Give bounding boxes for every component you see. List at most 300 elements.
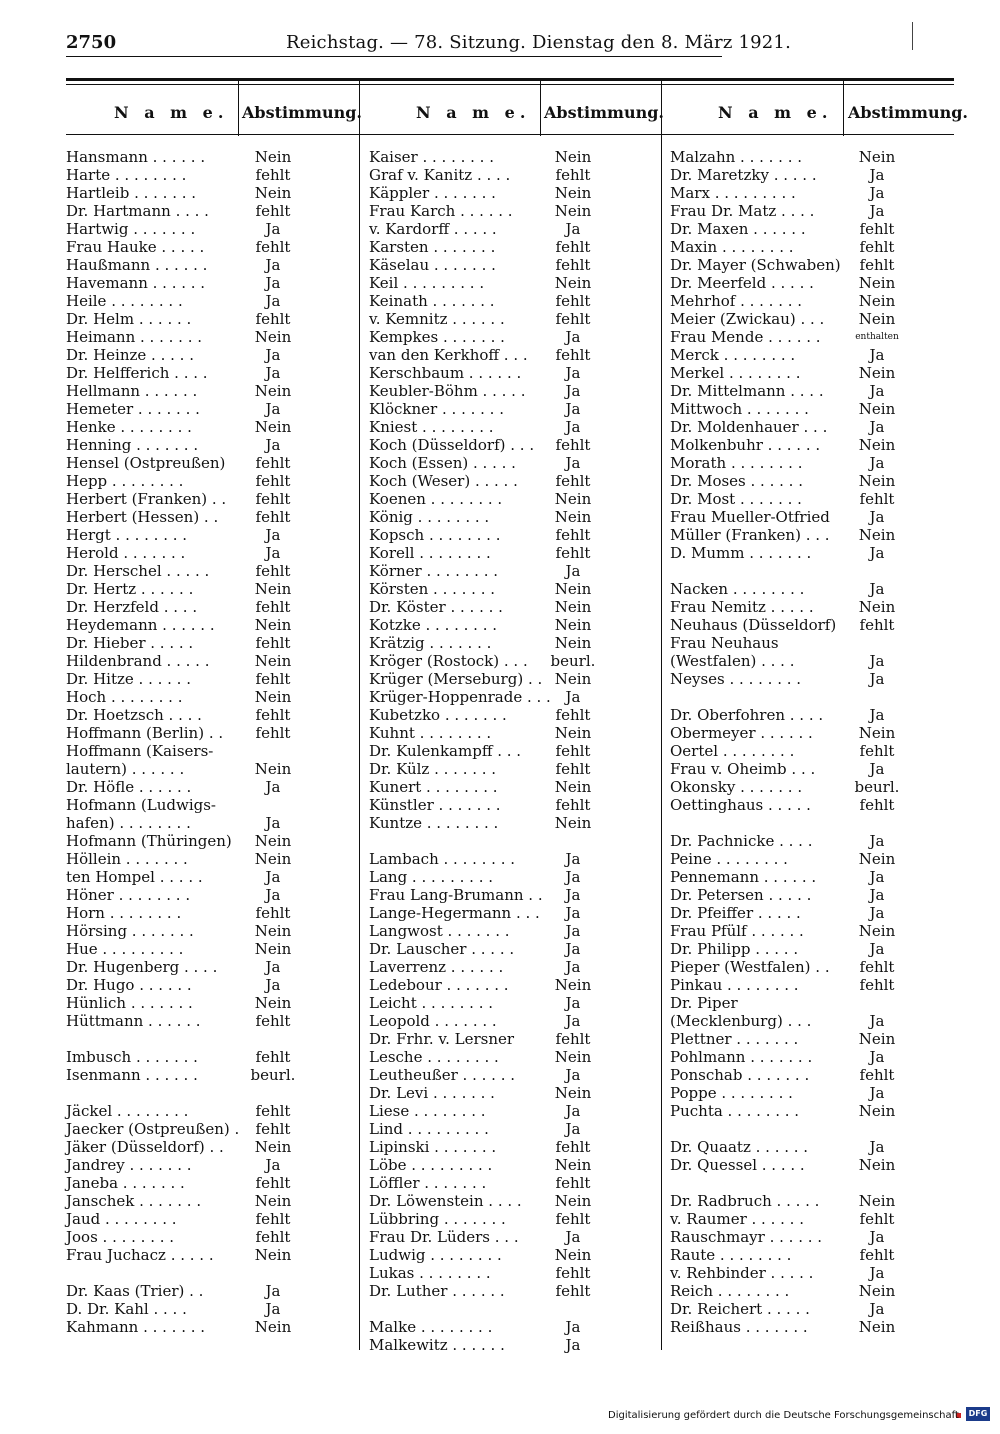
table-row <box>670 1066 960 1084</box>
table-row <box>66 1048 356 1066</box>
page-header <box>66 30 936 56</box>
vote-value: enthalten <box>855 332 899 342</box>
member-name: Dr. Pachnicke . . . . <box>670 832 813 850</box>
member-name: Herbert (Franken) . . <box>66 490 227 508</box>
vote-value: Nein <box>858 1102 896 1120</box>
vote-value: Nein <box>858 472 896 490</box>
table-row <box>66 1210 356 1228</box>
vote-value: Ja <box>265 1156 281 1174</box>
table-row <box>66 1192 356 1210</box>
table-row <box>670 148 960 166</box>
vote-value: fehlt <box>859 220 895 238</box>
vote-value: Nein <box>554 616 592 634</box>
member-name: Molkenbuhr . . . . . . <box>670 436 821 454</box>
member-name: Hoffmann (Kaisers- <box>66 742 214 760</box>
table-row <box>369 1300 659 1318</box>
member-name: Leopold . . . . . . . <box>369 1012 497 1030</box>
member-name: Körsten . . . . . . . <box>369 580 496 598</box>
table-row <box>369 1120 659 1138</box>
vote-header: Abstimmung. <box>544 103 664 122</box>
table-row <box>670 472 960 490</box>
vote-value: Nein <box>858 310 896 328</box>
member-name: Meier (Zwickau) . . . <box>670 310 825 328</box>
table-row <box>670 778 960 796</box>
member-name: Dr. Hugenberg . . . . <box>66 958 218 976</box>
table-row <box>670 1264 960 1282</box>
table-row <box>369 1084 659 1102</box>
vote-value: Ja <box>265 868 281 886</box>
member-name: Hemeter . . . . . . . <box>66 400 200 418</box>
column-header-2 <box>366 86 664 134</box>
vote-value: Ja <box>565 850 581 868</box>
member-name: Pinkau . . . . . . . . <box>670 976 799 994</box>
vote-value: Ja <box>869 904 885 922</box>
vote-value: Nein <box>254 616 292 634</box>
table-row <box>369 1066 659 1084</box>
member-name: Jäckel . . . . . . . . <box>66 1102 189 1120</box>
vote-value: Ja <box>265 256 281 274</box>
member-name: Klöckner . . . . . . . <box>369 400 504 418</box>
member-name: Dr. Mittelmann . . . . <box>670 382 824 400</box>
vote-value: fehlt <box>859 796 895 814</box>
member-name: Dr. Quessel . . . . . <box>670 1156 805 1174</box>
member-name: Janschek . . . . . . . <box>66 1192 202 1210</box>
member-name: Dr. Köster . . . . . . <box>369 598 503 616</box>
table-row <box>670 184 960 202</box>
member-name: Dr. Hertz . . . . . . <box>66 580 194 598</box>
table-row <box>66 490 356 508</box>
table-row <box>369 796 659 814</box>
vote-value: Nein <box>554 634 592 652</box>
member-name: Havemann . . . . . . <box>66 274 206 292</box>
table-row <box>369 400 659 418</box>
table-row <box>369 940 659 958</box>
member-name: Dr. Luther . . . . . . <box>369 1282 505 1300</box>
vote-value: fehlt <box>255 1012 291 1030</box>
member-name: Morath . . . . . . . . <box>670 454 803 472</box>
member-name: Reich . . . . . . . . <box>670 1282 790 1300</box>
table-row <box>670 706 960 724</box>
vote-value: Ja <box>869 202 885 220</box>
table-row <box>66 1084 356 1102</box>
page-number: 2750 <box>66 32 117 53</box>
table-row <box>369 148 659 166</box>
vote-value: Nein <box>254 418 292 436</box>
table-row <box>66 256 356 274</box>
table-row <box>66 922 356 940</box>
vote-value: Nein <box>858 526 896 544</box>
member-name: Krüger-Hoppenrade . . . <box>369 688 551 706</box>
table-row <box>66 940 356 958</box>
member-name: Dr. Most . . . . . . . <box>670 490 802 508</box>
member-name: Lesche . . . . . . . . <box>369 1048 499 1066</box>
table-row <box>369 544 659 562</box>
member-name: Jaud . . . . . . . . <box>66 1210 177 1228</box>
table-row <box>66 310 356 328</box>
member-name: Keil . . . . . . . . . <box>369 274 485 292</box>
member-name: Nacken . . . . . . . . <box>670 580 805 598</box>
table-row <box>369 328 659 346</box>
vote-value: fehlt <box>255 1210 291 1228</box>
member-name: König . . . . . . . . <box>369 508 490 526</box>
table-row <box>670 526 960 544</box>
table-row <box>670 436 960 454</box>
vote-value: fehlt <box>859 616 895 634</box>
vote-value: fehlt <box>255 724 291 742</box>
table-row <box>670 670 960 688</box>
table-row <box>369 850 659 868</box>
table-row <box>369 346 659 364</box>
table-row <box>369 454 659 472</box>
member-name: Reißhaus . . . . . . . <box>670 1318 808 1336</box>
member-name: Dr. Moses . . . . . . <box>670 472 803 490</box>
table-row <box>369 994 659 1012</box>
table-row <box>66 616 356 634</box>
vote-value: Ja <box>565 886 581 904</box>
member-name: Hildenbrand . . . . . <box>66 652 210 670</box>
member-name: Pennemann . . . . . . <box>670 868 817 886</box>
table-row <box>670 994 960 1012</box>
member-name: van den Kerkhoff . . . <box>369 346 528 364</box>
member-name: Käselau . . . . . . . <box>369 256 496 274</box>
vote-value: Ja <box>265 526 281 544</box>
table-row <box>369 166 659 184</box>
table-row <box>369 1246 659 1264</box>
table-row <box>369 922 659 940</box>
member-name: Heydemann . . . . . . <box>66 616 215 634</box>
vote-value: fehlt <box>859 1066 895 1084</box>
vote-value: Nein <box>858 1156 896 1174</box>
table-row <box>670 1048 960 1066</box>
vote-value: Ja <box>265 400 281 418</box>
table-row <box>670 598 960 616</box>
member-name: Frau Nemitz . . . . . <box>670 598 814 616</box>
member-name: Keubler-Böhm . . . . . <box>369 382 526 400</box>
member-name: Kuhnt . . . . . . . . <box>369 724 492 742</box>
member-name: Henke . . . . . . . . <box>66 418 192 436</box>
table-row <box>670 238 960 256</box>
table-row <box>670 400 960 418</box>
table-row <box>670 1318 960 1336</box>
footer-credit: Digitalisierung gefördert durch die Deutsche Forschungsgemeinschaft <box>608 1410 959 1421</box>
table-row <box>369 706 659 724</box>
vote-value: Ja <box>869 508 885 526</box>
table-row <box>670 976 960 994</box>
table-row <box>369 886 659 904</box>
table-row <box>670 868 960 886</box>
member-name: Jäker (Düsseldorf) . . <box>66 1138 224 1156</box>
vote-value: fehlt <box>255 562 291 580</box>
table-row <box>66 1066 356 1084</box>
table-row <box>369 184 659 202</box>
table-row <box>670 328 960 346</box>
table-row <box>670 166 960 184</box>
vote-value: Ja <box>869 1084 885 1102</box>
vote-value: Ja <box>565 1228 581 1246</box>
table-row <box>66 760 356 778</box>
table-row <box>670 346 960 364</box>
member-name: Hartwig . . . . . . . <box>66 220 196 238</box>
table-row <box>66 1246 356 1264</box>
member-name: Dr. Moldenhauer . . . <box>670 418 828 436</box>
table-row <box>369 562 659 580</box>
vote-value: fehlt <box>555 1264 591 1282</box>
member-name: Dr. Piper <box>670 994 738 1012</box>
vote-value: Nein <box>858 1192 896 1210</box>
table-row <box>66 346 356 364</box>
vote-value: fehlt <box>255 634 291 652</box>
member-name: Dr. Helfferich . . . . <box>66 364 208 382</box>
vote-value: Nein <box>254 688 292 706</box>
member-name: Peine . . . . . . . . <box>670 850 788 868</box>
member-name: Lind . . . . . . . . . <box>369 1120 489 1138</box>
member-name: Graf v. Kanitz . . . . <box>369 166 511 184</box>
vote-value: Nein <box>554 1156 592 1174</box>
table-row <box>670 724 960 742</box>
vote-value: fehlt <box>555 1210 591 1228</box>
member-name: Lange-Hegermann . . . <box>369 904 540 922</box>
member-name: Frau Dr. Lüders . . . <box>369 1228 519 1246</box>
table-row <box>369 238 659 256</box>
table-row <box>369 220 659 238</box>
member-name: Kaiser . . . . . . . . <box>369 148 494 166</box>
member-name: v. Raumer . . . . . . <box>670 1210 804 1228</box>
vote-value: Nein <box>858 598 896 616</box>
vote-value: fehlt <box>859 1246 895 1264</box>
member-name: v. Rehbinder . . . . . <box>670 1264 814 1282</box>
vote-value: Nein <box>254 1138 292 1156</box>
vote-value: fehlt <box>555 310 591 328</box>
vote-value: Ja <box>869 184 885 202</box>
table-row <box>369 670 659 688</box>
vote-value: Ja <box>265 274 281 292</box>
vote-value: Nein <box>858 436 896 454</box>
member-name: Dr. Maxen . . . . . . <box>670 220 806 238</box>
vote-value: Nein <box>858 400 896 418</box>
vote-value: Nein <box>254 940 292 958</box>
table-row <box>369 742 659 760</box>
member-name: Malzahn . . . . . . . <box>670 148 803 166</box>
vote-value: Ja <box>265 364 281 382</box>
table-row <box>66 166 356 184</box>
vote-value: Nein <box>254 850 292 868</box>
vote-value: Nein <box>254 832 292 850</box>
table-row <box>369 508 659 526</box>
member-name: (Mecklenburg) . . . <box>670 1012 812 1030</box>
member-name: Herold . . . . . . . <box>66 544 186 562</box>
table-row <box>369 688 659 706</box>
table-row <box>66 1300 356 1318</box>
header-rule <box>66 56 722 57</box>
vote-value: Ja <box>869 868 885 886</box>
table-row <box>66 1318 356 1336</box>
member-name: Mehrhof . . . . . . . <box>670 292 803 310</box>
member-name: Dr. Oberfohren . . . . <box>670 706 824 724</box>
table-row <box>670 634 960 652</box>
vote-value: Ja <box>869 382 885 400</box>
vote-value: Ja <box>565 958 581 976</box>
member-name: Dr. Maretzky . . . . . <box>670 166 817 184</box>
vote-value: Nein <box>254 1318 292 1336</box>
table-row <box>670 418 960 436</box>
vote-value: Ja <box>565 1012 581 1030</box>
vote-value: fehlt <box>555 292 591 310</box>
table-row <box>670 292 960 310</box>
vote-header: Abstimmung. <box>242 103 362 122</box>
table-row <box>670 1138 960 1156</box>
vote-value: fehlt <box>555 436 591 454</box>
vote-value: fehlt <box>555 706 591 724</box>
member-name: Neuhaus (Düsseldorf) <box>670 616 837 634</box>
table-row <box>66 526 356 544</box>
vote-value: Ja <box>565 364 581 382</box>
table-row <box>369 634 659 652</box>
member-name: Oettinghaus . . . . . <box>670 796 811 814</box>
table-row <box>670 580 960 598</box>
table-row <box>369 526 659 544</box>
member-name: Hellmann . . . . . . <box>66 382 198 400</box>
member-name: Plettner . . . . . . . <box>670 1030 799 1048</box>
member-name: Neyses . . . . . . . . <box>670 670 802 688</box>
member-name: Lukas . . . . . . . . <box>369 1264 491 1282</box>
member-name: Ledebour . . . . . . . <box>369 976 509 994</box>
member-name: Kahmann . . . . . . . <box>66 1318 206 1336</box>
table-row <box>66 1264 356 1282</box>
member-name: Dr. Radbruch . . . . . <box>670 1192 820 1210</box>
member-name: Pohlmann . . . . . . . <box>670 1048 813 1066</box>
member-name: Frau Lang-Brumann . . <box>369 886 543 904</box>
member-name: Merck . . . . . . . . <box>670 346 796 364</box>
member-name: Hüttmann . . . . . . <box>66 1012 201 1030</box>
member-name: Löbe . . . . . . . . . <box>369 1156 493 1174</box>
vote-value: Ja <box>565 220 581 238</box>
vote-value: fehlt <box>555 256 591 274</box>
table-row <box>66 796 356 814</box>
table-row <box>369 1318 659 1336</box>
vote-value: Nein <box>858 1282 896 1300</box>
member-name: Krüger (Merseburg) . . <box>369 670 543 688</box>
member-name: Frau Juchacz . . . . . <box>66 1246 214 1264</box>
table-row <box>369 1336 659 1354</box>
member-name: hafen) . . . . . . . . <box>66 814 191 832</box>
member-name: lautern) . . . . . . <box>66 760 185 778</box>
vote-value: Nein <box>858 724 896 742</box>
table-row <box>670 202 960 220</box>
column-rule <box>238 80 239 136</box>
vote-value: fehlt <box>255 598 291 616</box>
table-row <box>369 1138 659 1156</box>
member-name: Krätzig . . . . . . . <box>369 634 492 652</box>
vote-value: Ja <box>265 292 281 310</box>
table-row <box>66 652 356 670</box>
member-name: Kuntze . . . . . . . . <box>369 814 499 832</box>
member-name: Harte . . . . . . . . <box>66 166 187 184</box>
vote-value: fehlt <box>555 472 591 490</box>
vote-value: Ja <box>869 418 885 436</box>
member-name: Frau Pfülf . . . . . . <box>670 922 804 940</box>
vote-value: Nein <box>554 148 592 166</box>
vote-value: Ja <box>869 886 885 904</box>
member-name: Dr. Pfeiffer . . . . . <box>670 904 801 922</box>
member-name: ten Hompel . . . . . <box>66 868 203 886</box>
table-row <box>670 1156 960 1174</box>
vote-value: Nein <box>554 490 592 508</box>
vote-value: Nein <box>858 1030 896 1048</box>
table-row <box>369 1012 659 1030</box>
table-row <box>670 832 960 850</box>
table-row <box>369 760 659 778</box>
table-row <box>369 202 659 220</box>
table-row <box>670 1282 960 1300</box>
vote-value: fehlt <box>555 760 591 778</box>
vote-value: Nein <box>254 382 292 400</box>
member-name: Frau Neuhaus <box>670 634 779 652</box>
vote-value: Nein <box>254 922 292 940</box>
member-name: Körner . . . . . . . . <box>369 562 499 580</box>
table-row <box>369 1156 659 1174</box>
table-row <box>369 616 659 634</box>
vote-value: Ja <box>869 1138 885 1156</box>
vote-value: Ja <box>565 328 581 346</box>
member-name: Haußmann . . . . . . <box>66 256 208 274</box>
table-row <box>66 1120 356 1138</box>
vote-value: fehlt <box>255 166 291 184</box>
member-name: Dr. Hugo . . . . . . <box>66 976 192 994</box>
table-row <box>66 868 356 886</box>
member-name: Kunert . . . . . . . . <box>369 778 498 796</box>
table-row <box>66 508 356 526</box>
table-row <box>670 904 960 922</box>
member-name: Dr. Levi . . . . . . . <box>369 1084 495 1102</box>
table-row <box>369 418 659 436</box>
vote-value: beurl. <box>854 778 900 796</box>
vote-value: Ja <box>265 1300 281 1318</box>
vote-value: Nein <box>858 148 896 166</box>
table-row <box>369 292 659 310</box>
member-name: Frau Hauke . . . . . <box>66 238 205 256</box>
table-row <box>670 796 960 814</box>
vote-value: fehlt <box>859 238 895 256</box>
member-name: Dr. Quaatz . . . . . . <box>670 1138 809 1156</box>
member-name: Dr. Heinze . . . . . <box>66 346 194 364</box>
table-row <box>66 1282 356 1300</box>
table-row <box>369 382 659 400</box>
vote-value: Ja <box>869 706 885 724</box>
member-name: Hörsing . . . . . . . <box>66 922 194 940</box>
vote-value: Nein <box>254 148 292 166</box>
vote-value: Nein <box>554 1246 592 1264</box>
vote-value: beurl. <box>250 1066 296 1084</box>
member-name: Käppler . . . . . . . <box>369 184 496 202</box>
member-name: Frau v. Oheimb . . . <box>670 760 816 778</box>
member-name: Laverrenz . . . . . . <box>369 958 504 976</box>
vote-value: fehlt <box>555 544 591 562</box>
table-header-rule <box>66 134 954 135</box>
member-name: Raute . . . . . . . . <box>670 1246 792 1264</box>
vote-value: Nein <box>554 1084 592 1102</box>
vote-value: Ja <box>565 400 581 418</box>
table-row <box>66 364 356 382</box>
member-name: (Westfalen) . . . . <box>670 652 795 670</box>
table-row <box>66 418 356 436</box>
vote-value: Nein <box>554 508 592 526</box>
member-name: Karsten . . . . . . . <box>369 238 496 256</box>
member-name: Müller (Franken) . . . <box>670 526 830 544</box>
vote-value: Ja <box>565 868 581 886</box>
vote-value: Ja <box>265 958 281 976</box>
vote-value: fehlt <box>255 670 291 688</box>
vote-value: Ja <box>265 814 281 832</box>
